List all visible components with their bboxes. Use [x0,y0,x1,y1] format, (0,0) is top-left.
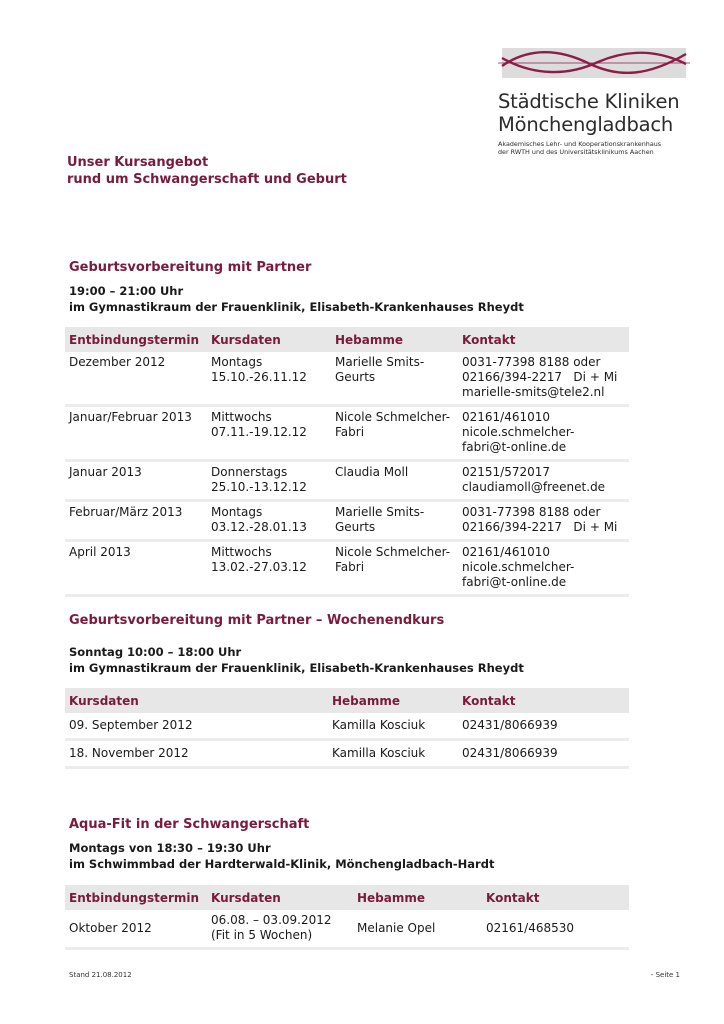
column-header: Entbindungstermin [65,885,207,910]
table-header-row [65,885,629,910]
termin-cell: Januar 2013 [65,462,207,502]
table-row [65,462,629,502]
kontakt-cell: 02161/461010 nicole.schmelcher- fabri@t-online.de [458,542,629,597]
hebamme-cell: Marielle Smits- Geurts [331,502,458,542]
table-header-row [65,327,629,352]
table-header-row [65,688,629,713]
kursdaten-cell: Montags 03.12.-28.01.13 [207,502,331,542]
kontakt-cell: 02431/8066939 [458,741,629,769]
section2-subtitle [69,644,524,676]
logo-wave-icon [498,46,690,86]
logo-subtitle [498,140,690,156]
kursdaten-cell: Donnerstags 25.10.-13.12.12 [207,462,331,502]
column-header: Kontakt [458,327,629,352]
kontakt-cell: 02151/572017 claudiamoll@freenet.de [458,462,629,502]
table-row [65,502,629,542]
column-header: Kursdaten [207,327,331,352]
logo-subtitle-line1: Akademisches Lehr- und Kooperationskrankenhaus [498,140,662,148]
section3-table [65,885,629,950]
kursdaten-cell: Mittwochs 07.11.-19.12.12 [207,407,331,462]
section2-time: Sonntag 10:00 – 18:00 Uhr [69,645,242,659]
logo-subtitle-line2: der RWTH und des Universitätsklinikums Aachen [498,148,654,156]
section2-place: im Gymnastikraum der Frauenklinik, Elisabeth-Krankenhauses Rheydt [69,661,524,675]
section2-table [65,688,629,769]
hebamme-cell: Melanie Opel [353,910,482,950]
section2-title: Geburtsvorbereitung mit Partner – Wochenendkurs [69,613,445,628]
footer-date: Stand 21.08.2012 [69,971,132,979]
kontakt-cell: 0031-77398 8188 oder 02166/394-2217 Di + Mi [458,502,629,542]
column-header: Hebamme [353,885,482,910]
table-row [65,713,629,741]
table-row [65,741,629,769]
kursdaten-cell: 09. September 2012 [65,713,328,741]
termin-cell: Oktober 2012 [65,910,207,950]
hebamme-cell: Claudia Moll [331,462,458,502]
hebamme-cell: Nicole Schmelcher- Fabri [331,542,458,597]
hebamme-cell: Marielle Smits- Geurts [331,352,458,407]
section3-place: im Schwimmbad der Hardterwald-Klinik, Mönchengladbach-Hardt [69,857,495,871]
logo-name-line2: Mönchengladbach [498,113,674,136]
column-header: Hebamme [328,688,458,713]
table-row [65,352,629,407]
kontakt-cell: 02161/461010 nicole.schmelcher- fabri@t-online.de [458,407,629,462]
kontakt-cell: 0031-77398 8188 oder 02166/394-2217 Di + Mi marielle-smits@tele2.nl [458,352,629,407]
hebamme-cell: Nicole Schmelcher- Fabri [331,407,458,462]
section3-title: Aqua-Fit in der Schwangerschaft [69,817,310,832]
termin-cell: Februar/März 2013 [65,502,207,542]
kursdaten-cell: 06.08. – 03.09.2012 (Fit in 5 Wochen) [207,910,353,950]
page-headline [67,154,347,188]
table-row [65,407,629,462]
column-header: Kontakt [458,688,629,713]
section3-subtitle [69,840,494,872]
termin-cell: Januar/Februar 2013 [65,407,207,462]
section1-title: Geburtsvorbereitung mit Partner [69,260,312,275]
logo-name-line1: Städtische Kliniken [498,90,680,113]
section1-subtitle [69,283,524,315]
section3-time: Montags von 18:30 – 19:30 Uhr [69,841,271,855]
kursdaten-cell: Montags 15.10.-26.11.12 [207,352,331,407]
column-header: Hebamme [331,327,458,352]
footer-page-number: - Seite 1 [650,971,680,979]
section1-time: 19:00 – 21:00 Uhr [69,284,184,298]
headline-line1: Unser Kursangebot [67,155,209,170]
hebamme-cell: Kamilla Kosciuk [328,741,458,769]
section1-table [65,327,629,597]
table-row [65,910,629,950]
termin-cell: April 2013 [65,542,207,597]
table-row [65,542,629,597]
clinic-logo [498,46,690,166]
column-header: Kontakt [482,885,629,910]
kontakt-cell: 02161/468530 [482,910,629,950]
kursdaten-cell: Mittwochs 13.02.-27.03.12 [207,542,331,597]
column-header: Kursdaten [207,885,353,910]
kontakt-cell: 02431/8066939 [458,713,629,741]
termin-cell: Dezember 2012 [65,352,207,407]
hebamme-cell: Kamilla Kosciuk [328,713,458,741]
kursdaten-cell: 18. November 2012 [65,741,328,769]
headline-line2: rund um Schwangerschaft und Geburt [67,172,347,187]
section1-place: im Gymnastikraum der Frauenklinik, Elisabeth-Krankenhauses Rheydt [69,300,524,314]
column-header: Kursdaten [65,688,328,713]
column-header: Entbindungstermin [65,327,207,352]
